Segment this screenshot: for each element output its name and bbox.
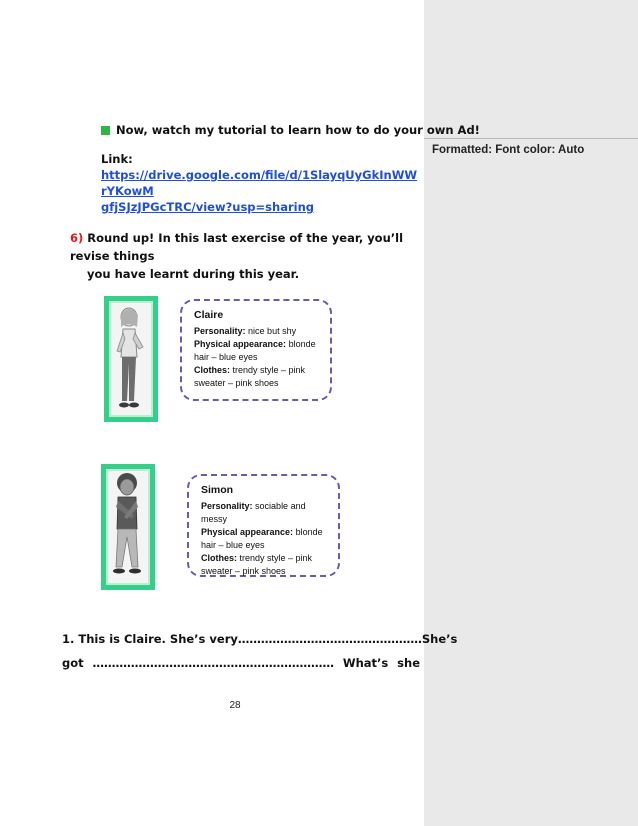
appearance-value: blonde	[288, 339, 316, 349]
claire-portrait	[104, 296, 158, 422]
clothes-value: trendy style – pink	[232, 365, 306, 375]
fill-in-sentence-line-2	[62, 656, 420, 670]
clothes-line	[194, 364, 320, 377]
tutorial-link[interactable]	[101, 167, 421, 215]
clothes-line-2: sweater – pink shoes	[201, 566, 286, 576]
personality-value: nice but shy	[248, 326, 297, 336]
link-label: Link:	[101, 152, 133, 166]
simon-portrait	[101, 464, 155, 590]
clothes-line	[201, 552, 328, 565]
blank-dots[interactable]: …………………………………………	[237, 632, 422, 646]
appearance-line	[201, 526, 328, 539]
appearance-label: Physical appearance:	[201, 527, 294, 537]
sentence-word: What’s	[342, 656, 389, 670]
exercise-instruction-line-2: you have learnt during this year.	[87, 267, 300, 281]
appearance-line-2: hair – blue eyes	[194, 352, 258, 362]
girl-figure-icon	[109, 301, 153, 417]
sentence-start: 1. This is Claire. She’s very	[62, 632, 238, 646]
appearance-line	[194, 338, 320, 351]
clothes-label: Clothes:	[201, 553, 237, 563]
fill-in-sentence-line-1	[62, 632, 458, 646]
clothes-line-2: sweater – pink shoes	[194, 378, 279, 388]
exercise-number: 6)	[70, 231, 84, 245]
appearance-line-2: hair – blue eyes	[201, 540, 265, 550]
personality-label: Personality:	[194, 326, 246, 336]
comment-label[interactable]: Formatted: Font color: Auto	[432, 144, 585, 156]
link-url-line-2[interactable]: gfjSJzJPGcTRC/view?usp=sharing	[101, 200, 314, 214]
tutorial-bullet-line	[101, 123, 480, 137]
page-number: 28	[229, 700, 241, 711]
clothes-label: Clothes:	[194, 365, 230, 375]
link-url-line-1[interactable]: https://drive.google.com/file/d/1SlayqUyGkInWWrYKowM	[101, 168, 418, 198]
blank-dots[interactable]: ………………………………………………………	[92, 656, 335, 670]
sentence-start: got	[62, 656, 84, 670]
clothes-value: trendy style – pink	[239, 553, 313, 563]
appearance-label: Physical appearance:	[194, 339, 287, 349]
personality-label: Personality:	[201, 501, 253, 511]
green-square-bullet-icon	[101, 126, 110, 135]
personality-value: sociable and messy	[201, 501, 306, 524]
personality-line	[194, 325, 320, 338]
sentence-end: she	[397, 656, 420, 670]
card-name: Simon	[201, 484, 234, 496]
sentence-end: She’s	[421, 632, 458, 646]
simon-card	[187, 474, 340, 577]
appearance-value: blonde	[295, 527, 323, 537]
exercise-instruction-line-1: Round up! In this last exercise of the year, you’ll revise things	[70, 231, 404, 263]
exercise-6	[70, 229, 420, 283]
tutorial-text: Now, watch my tutorial to learn how to do your own Ad!	[116, 123, 480, 137]
personality-line	[201, 500, 328, 526]
card-name: Claire	[194, 309, 224, 321]
claire-card	[180, 299, 332, 401]
boy-figure-icon	[106, 469, 150, 585]
comment-connector-line	[424, 138, 638, 139]
